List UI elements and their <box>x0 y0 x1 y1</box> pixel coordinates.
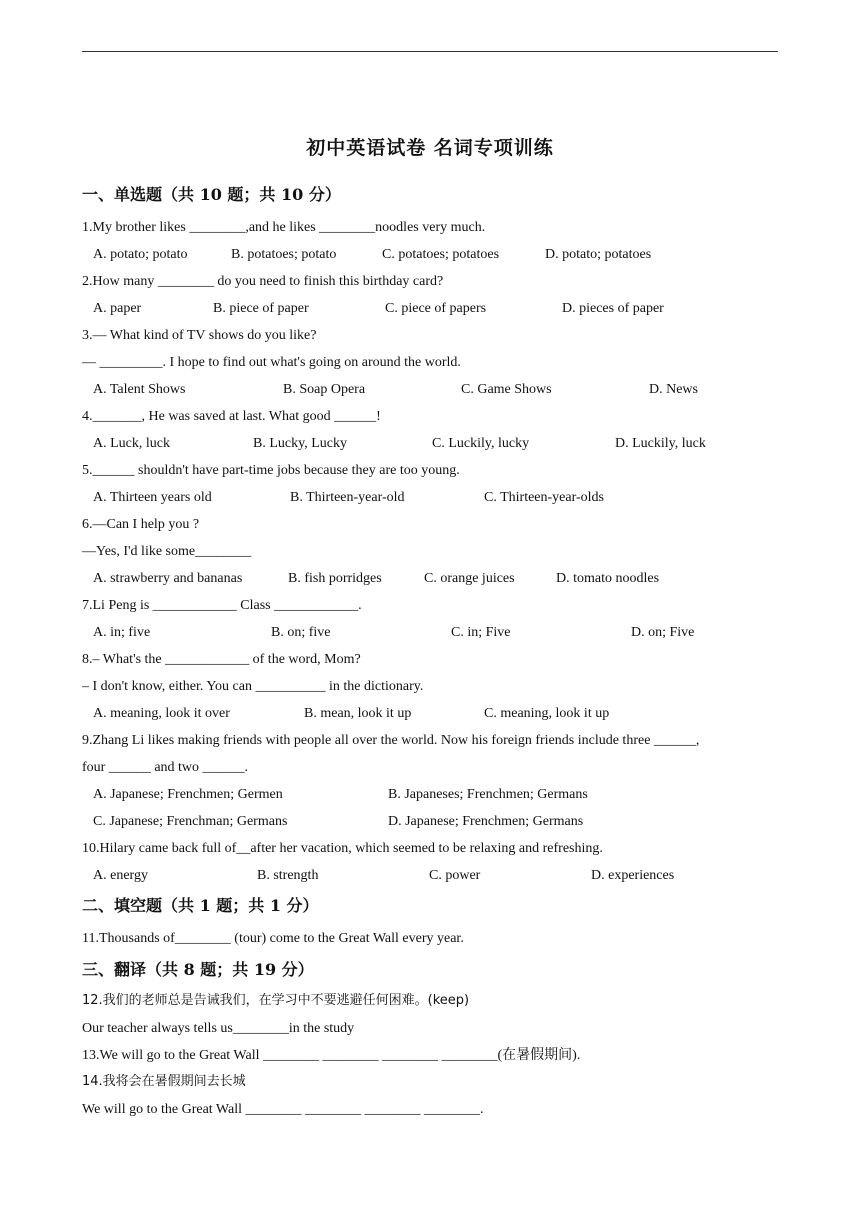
question-14-english: We will go to the Great Wall ________ ________ ________ ________. <box>82 1102 484 1117</box>
question-4-option-a[interactable]: A. Luck, luck <box>93 436 170 451</box>
question-7-stem: 7.Li Peng is ____________ Class ____________. <box>82 598 362 613</box>
question-2-option-c[interactable]: C. piece of papers <box>385 301 487 316</box>
question-5-option-a[interactable]: A. Thirteen years old <box>93 490 212 505</box>
question-3-option-b[interactable]: B. Soap Opera <box>283 382 366 397</box>
question-2-stem: 2.How many ________ do you need to finish this birthday card? <box>82 274 444 289</box>
question-7-option-b[interactable]: B. on; five <box>271 625 331 640</box>
question-10-option-b[interactable]: B. strength <box>257 868 319 883</box>
header-rule <box>82 51 778 52</box>
question-6-option-c[interactable]: C. orange juices <box>424 571 515 586</box>
question-3-option-a[interactable]: A. Talent Shows <box>93 382 186 397</box>
question-1-option-d[interactable]: D. potato; potatoes <box>545 247 652 262</box>
question-10-stem: 10.Hilary came back full of__after her vacation, which seemed to be relaxing and refreshing. <box>82 841 603 856</box>
question-9-option-b[interactable]: B. Japaneses; Frenchmen; Germans <box>388 787 588 802</box>
section-heading-fill-in: 二、填空题（共 1 题；共 1 分） <box>82 896 319 915</box>
question-9-option-a[interactable]: A. Japanese; Frenchmen; Germen <box>93 787 283 802</box>
question-1-option-c[interactable]: C. potatoes; potatoes <box>382 247 500 262</box>
question-8-stem-reply: – I don't know, either. You can __________ in the dictionary. <box>82 679 424 694</box>
question-13-stem: 13.We will go to the Great Wall ________ ________ ________ ________(在暑假期间). <box>82 1048 581 1063</box>
question-9-option-c[interactable]: C. Japanese; Frenchman; Germans <box>93 814 288 829</box>
question-4-option-d[interactable]: D. Luckily, luck <box>615 436 706 451</box>
question-9-option-d[interactable]: D. Japanese; Frenchmen; Germans <box>388 814 584 829</box>
question-11-stem: 11.Thousands of________ (tour) come to the Great Wall every year. <box>82 931 464 946</box>
question-2-option-d[interactable]: D. pieces of paper <box>562 301 664 316</box>
question-6-option-b[interactable]: B. fish porridges <box>288 571 382 586</box>
question-6-stem: 6.—Can I help you ? <box>82 517 200 532</box>
question-1-stem: 1.My brother likes ________,and he likes ________noodles very much. <box>82 220 486 235</box>
question-14-chinese: 14.我将会在暑假期间去长城 <box>82 1074 246 1089</box>
question-2-option-a[interactable]: A. paper <box>93 301 142 316</box>
question-8-stem: 8.– What's the ____________ of the word, Mom? <box>82 652 361 667</box>
question-4-stem: 4._______, He was saved at last. What good ______! <box>82 409 381 424</box>
section-heading-translation: 三、翻译（共 8 题；共 19 分） <box>82 960 314 979</box>
page-title: 初中英语试卷 名词专项训练 <box>306 137 554 159</box>
question-1-option-b[interactable]: B. potatoes; potato <box>231 247 337 262</box>
question-1-option-a[interactable]: A. potato; potato <box>93 247 188 262</box>
question-12-chinese: 12.我们的老师总是告诫我们，在学习中不要逃避任何困难。(keep) <box>82 993 470 1008</box>
question-6-stem-reply: —Yes, I'd like some________ <box>82 544 252 559</box>
section-heading-single-choice: 一、单选题（共 10 题；共 10 分） <box>82 185 341 204</box>
question-10-option-c[interactable]: C. power <box>429 868 481 883</box>
question-5-option-c[interactable]: C. Thirteen-year-olds <box>484 490 604 505</box>
question-4-option-b[interactable]: B. Lucky, Lucky <box>253 436 347 451</box>
question-8-option-c[interactable]: C. meaning, look it up <box>484 706 610 721</box>
question-9-stem: 9.Zhang Li likes making friends with people all over the world. Now his foreign friends include three ______, <box>82 733 700 748</box>
question-8-option-a[interactable]: A. meaning, look it over <box>93 706 230 721</box>
question-10-option-d[interactable]: D. experiences <box>591 868 675 883</box>
question-5-stem: 5.______ shouldn't have part-time jobs because they are too young. <box>82 463 460 478</box>
question-9-stem-cont: four ______ and two ______. <box>82 760 249 775</box>
question-7-option-c[interactable]: C. in; Five <box>451 625 511 640</box>
question-12-english: Our teacher always tells us________in the study <box>82 1021 355 1036</box>
question-7-option-d[interactable]: D. on; Five <box>631 625 695 640</box>
question-3-stem: 3.— What kind of TV shows do you like? <box>82 328 317 343</box>
question-6-option-d[interactable]: D. tomato noodles <box>556 571 660 586</box>
question-3-option-d[interactable]: D. News <box>649 382 698 397</box>
question-3-option-c[interactable]: C. Game Shows <box>461 382 552 397</box>
question-8-option-b[interactable]: B. mean, look it up <box>304 706 412 721</box>
question-10-option-a[interactable]: A. energy <box>93 868 148 883</box>
question-2-option-b[interactable]: B. piece of paper <box>213 301 309 316</box>
question-3-stem-reply: — _________. I hope to find out what's going on around the world. <box>82 355 461 370</box>
question-7-option-a[interactable]: A. in; five <box>93 625 151 640</box>
question-5-option-b[interactable]: B. Thirteen-year-old <box>290 490 405 505</box>
question-6-option-a[interactable]: A. strawberry and bananas <box>93 571 243 586</box>
question-4-option-c[interactable]: C. Luckily, lucky <box>432 436 530 451</box>
